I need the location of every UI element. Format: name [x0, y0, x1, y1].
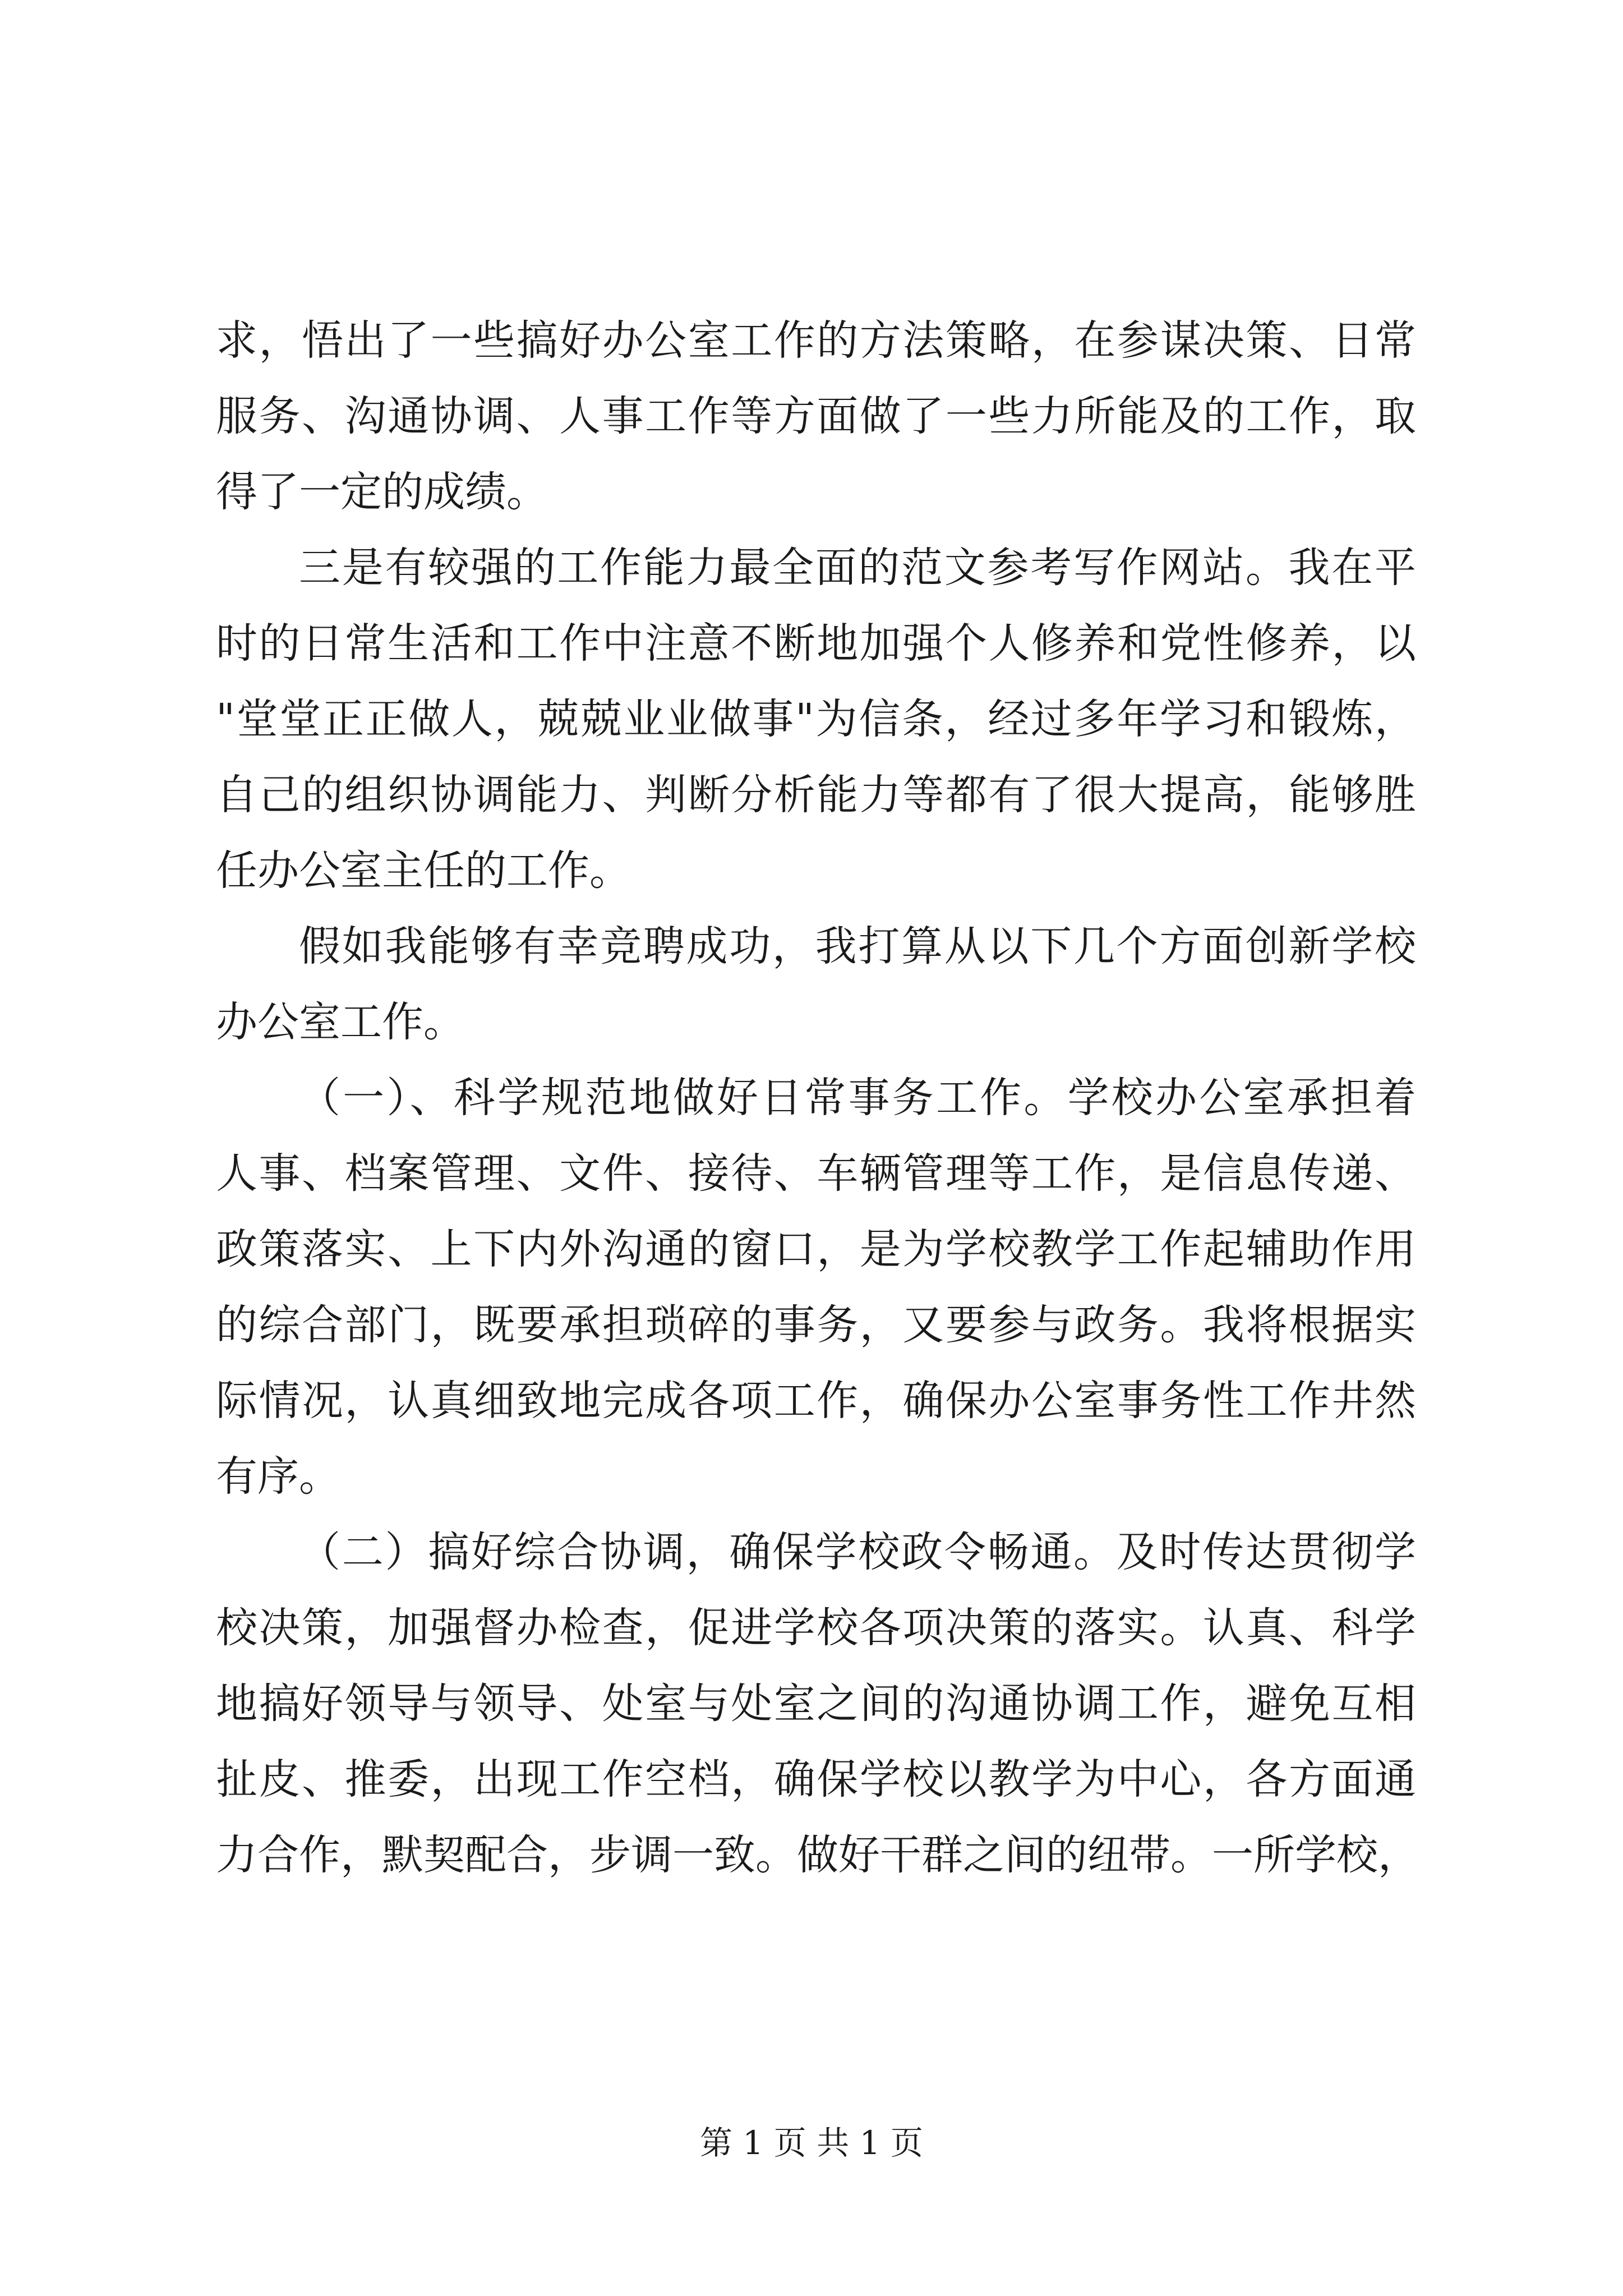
text-line: 校决策，加强督办检查，促进学校各项决策的落实。认真、科学 — [216, 1604, 1416, 1652]
text-line: 任办公室主任的工作。 — [216, 846, 631, 895]
text-line: 自己的组织协调能力、判断分析能力等都有了很大提高，能够胜 — [216, 771, 1416, 819]
text-line: 时的日常生活和工作中注意不断地加强个人修养和党性修养，以 — [216, 619, 1416, 668]
text-line: （二）搞好综合协调，确保学校政令畅通。及时传达贯彻学 — [299, 1528, 1416, 1576]
text-line: 的综合部门，既要承担琐碎的事务，又要参与政务。我将根据实 — [216, 1301, 1416, 1349]
text-line: 地搞好领导与领导、处室与处室之间的沟通协调工作，避免互相 — [216, 1680, 1416, 1728]
text-line: 扯皮、推委，出现工作空档，确保学校以教学为中心，各方面通 — [216, 1755, 1416, 1803]
text-line: 际情况，认真细致地完成各项工作，确保办公室事务性工作井然 — [216, 1377, 1416, 1425]
text-line: 有序。 — [216, 1452, 340, 1501]
page-footer: 第 1 页 共 1 页 — [700, 2124, 923, 2162]
text-line: 得了一定的成绩。 — [216, 468, 548, 516]
text-line: 服务、沟通协调、人事工作等方面做了一些力所能及的工作，取 — [216, 392, 1416, 440]
text-line: 三是有较强的工作能力最全面的范文参考写作网站。我在平 — [299, 544, 1416, 592]
document-body — [216, 303, 1419, 1893]
text-line: 人事、档案管理、文件、接待、车辆管理等工作，是信息传递、 — [216, 1149, 1416, 1198]
text-line: 求，悟出了一些搞好办公室工作的方法策略，在参谋决策、日常 — [216, 316, 1416, 365]
text-line: （一）、科学规范地做好日常事务工作。学校办公室承担着 — [299, 1074, 1416, 1122]
text-line: 假如我能够有幸竞聘成功，我打算从以下几个方面创新学校 — [299, 922, 1416, 970]
text-line: 力合作，默契配合，步调一致。做好干群之间的纽带。一所学校， — [216, 1831, 1419, 1879]
text-line: 政策落实、上下内外沟通的窗口，是为学校教学工作起辅助作用 — [216, 1225, 1416, 1273]
text-line: 办公室工作。 — [216, 998, 465, 1046]
text-line: "堂堂正正做人，兢兢业业做事"为信条，经过多年学习和锻炼， — [216, 695, 1416, 743]
